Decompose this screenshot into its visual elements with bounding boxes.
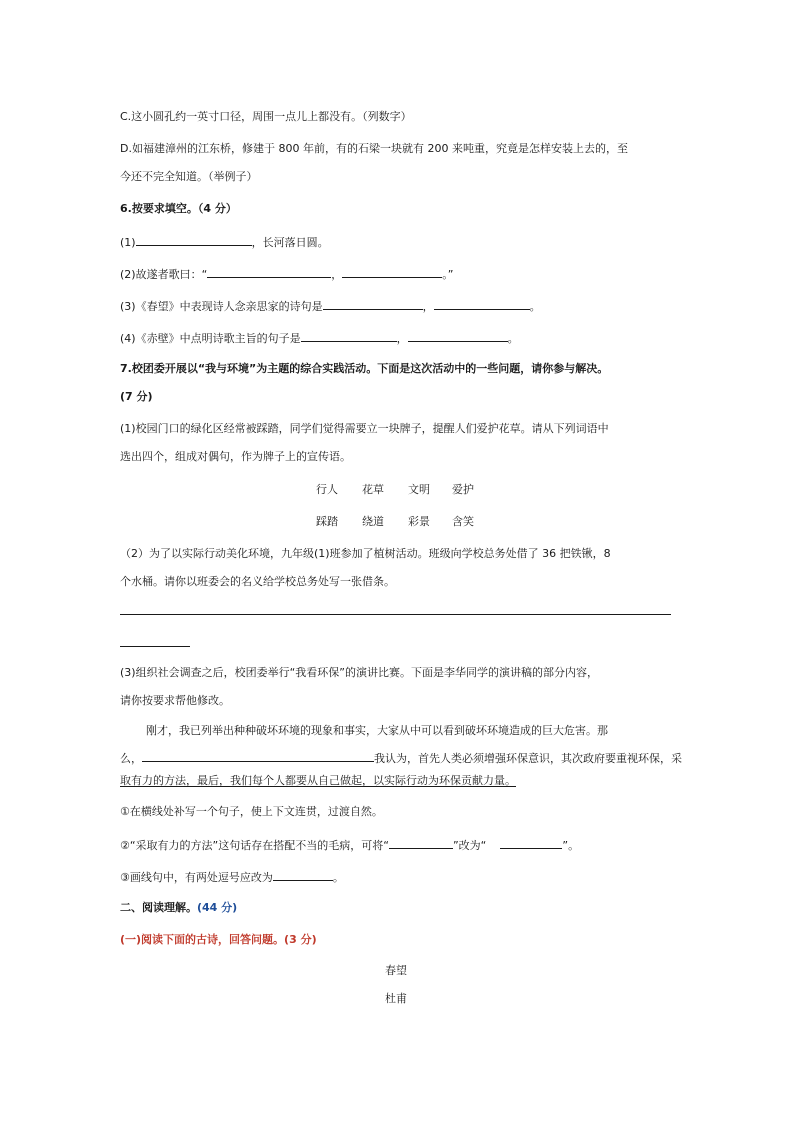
- q6-item2-sep: ，: [331, 268, 343, 281]
- q6-item4-blank1[interactable]: [301, 330, 397, 342]
- q6-item4-tail: 。: [507, 332, 519, 345]
- q7-sub2-mid: ”改为“: [452, 839, 487, 852]
- q6-item3: [120, 298, 541, 314]
- q7-sub3-tail: 。: [332, 871, 344, 884]
- word-choice: 花草: [362, 483, 384, 496]
- q7-sub3-head: ③画线句中，有两处逗号应改为: [120, 871, 273, 884]
- section2-heading: [120, 901, 237, 915]
- q7-sub2: [120, 837, 579, 853]
- q5-option-d-line2: 今还不完全知道。（举例子）: [120, 170, 258, 183]
- q6-item1-blank[interactable]: [136, 234, 252, 246]
- q6-item4-head: (4)《赤壁》中点明诗歌主旨的句子是: [120, 332, 301, 345]
- speech-line3-underlined: 取有力的方法，最后，我们每个人都要从自己做起，以实际行动为环保贡献力量。: [120, 774, 516, 787]
- reading-part1-title: (一)阅读下面的古诗，回答问题。(3 分): [120, 933, 317, 946]
- q6-item3-tail: 。: [529, 300, 541, 313]
- q7-sub2-blank2[interactable]: [500, 837, 562, 849]
- q6-item3-blank1[interactable]: [323, 298, 423, 310]
- q7-part2-line2: 个水桶。请你以班委会的名义给学校总务处写一张借条。: [120, 575, 395, 588]
- q6-item2-tail: 。”: [442, 268, 454, 281]
- q7-title-line1: 7.校团委开展以“我与环境”为主题的综合实践活动。下面是这次活动中的一些问题，请你参与解决。: [120, 362, 609, 375]
- q6-item1: [120, 234, 329, 250]
- q6-item3-sep: ，: [422, 300, 434, 313]
- q6-item1-number: (1): [120, 236, 136, 249]
- section2-score: (44 分): [197, 901, 238, 914]
- q7-sub2-head: ②“采取有力的方法”这句话存在搭配不当的毛病，可将“: [120, 839, 389, 852]
- section2-title: 二、阅读理解。: [120, 901, 197, 914]
- q7-title-line2: (7 分): [120, 390, 153, 403]
- word-choice: 含笑: [452, 515, 474, 528]
- word-choice: 绕道: [362, 515, 384, 528]
- q7-part1-line1: (1)校园门口的绿化区经常被踩踏，同学们觉得需要立一块牌子，提醒人们爱护花草。请从下列词语中: [120, 422, 609, 435]
- q6-item4-blank2[interactable]: [408, 330, 508, 342]
- q7-part1-line2: 选出四个，组成对偶句，作为牌子上的宣传语。: [120, 450, 351, 463]
- q5-option-d-line1: D.如福建漳州的江东桥，修建于 800 年前，有的石梁一块就有 200 来吨重，究竟是怎样安装上去的，至: [120, 142, 628, 155]
- q7-sub2-blank1[interactable]: [389, 837, 453, 849]
- q6-title: 6.按要求填空。（4 分）: [120, 202, 237, 215]
- q6-item3-head: (3)《春望》中表现诗人念亲思家的诗句是: [120, 300, 323, 313]
- poem-title: 春望: [385, 964, 407, 977]
- word-choice: 行人: [316, 483, 338, 496]
- q7-sub2-tail: ”。: [562, 839, 580, 852]
- speech-blank[interactable]: [142, 750, 374, 762]
- q6-item4-sep: ，: [396, 332, 408, 345]
- speech-line2-head: 么，: [120, 752, 142, 765]
- q6-item1-tail: ，长河落日圆。: [251, 236, 329, 249]
- answer-writing-line[interactable]: [120, 646, 190, 647]
- speech-line2: [120, 750, 682, 766]
- q6-item2-blank2[interactable]: [342, 266, 442, 278]
- answer-writing-line[interactable]: [120, 614, 671, 615]
- q6-item2-head: (2)故遂者歌曰：“: [120, 268, 208, 281]
- q5-option-c: C.这小圆孔约一英寸口径，周围一点儿上都没有。（列数字）: [120, 110, 412, 123]
- q6-item2-blank1[interactable]: [207, 266, 331, 278]
- q6-item3-blank2[interactable]: [434, 298, 530, 310]
- q7-sub3: [120, 869, 344, 885]
- word-choice: 踩踏: [316, 515, 338, 528]
- q7-part3-line1: (3)组织社会调查之后，校团委举行“我看环保”的演讲比赛。下面是李华同学的演讲稿的部分内容，: [120, 666, 598, 679]
- speech-line1: 刚才，我已列举出种种破坏环境的现象和事实，大家从中可以看到破坏环境造成的巨大危害。那: [146, 724, 608, 737]
- word-choice: 彩景: [408, 515, 430, 528]
- q7-sub1: ①在横线处补写一个句子，使上下文连贯，过渡自然。: [120, 805, 383, 818]
- q6-item4: [120, 330, 519, 346]
- q7-part3-line2: 请你按要求帮他修改。: [120, 694, 230, 707]
- q6-item2: [120, 266, 453, 282]
- q7-part2-line1: （2）为了以实际行动美化环境，九年级(1)班参加了植树活动。班级向学校总务处借了 36 把铁锹，8: [120, 547, 611, 560]
- speech-line2-tail: 我认为，首先人类必须增强环保意识，其次政府要重视环保，采: [374, 752, 682, 765]
- q7-sub3-blank[interactable]: [273, 869, 333, 881]
- word-choice: 爱护: [452, 483, 474, 496]
- poem-author: 杜甫: [385, 992, 407, 1005]
- word-choice: 文明: [408, 483, 430, 496]
